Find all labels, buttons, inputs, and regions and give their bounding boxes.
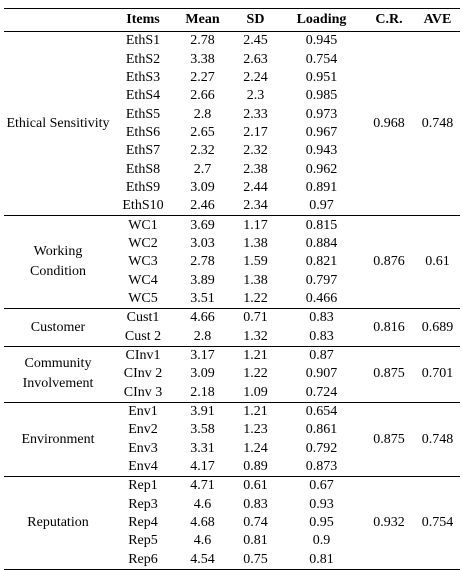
mean-cell: 2.8	[193, 328, 212, 344]
loading-cell: 0.907	[305, 366, 338, 382]
loading-cell: 0.83	[280, 309, 363, 328]
item-cell: EthS4	[125, 88, 161, 104]
mean-cell: 3.03	[190, 235, 215, 251]
header-sd: SD	[231, 9, 280, 32]
ave-cell: 0.701	[415, 346, 460, 402]
construct-cell-reputation: Reputation	[4, 477, 112, 570]
table-row	[4, 309, 460, 328]
loading-cell: 0.724	[305, 384, 338, 400]
loading-cell: 0.87	[280, 346, 363, 365]
sd-cell: 1.38	[243, 235, 268, 251]
cr-cell: 0.968	[363, 32, 415, 216]
sd-cell: 2.45	[243, 33, 268, 49]
mean-cell: 3.17	[174, 346, 231, 365]
item-cell: EthS9	[125, 179, 161, 195]
construct-cell-customer: Customer	[4, 309, 112, 347]
sd-cell: 1.32	[243, 328, 268, 344]
loading-cell: 0.754	[305, 51, 338, 67]
sd-cell: 2.32	[243, 143, 268, 159]
loading-cell: 0.891	[305, 179, 338, 195]
loading-cell: 0.943	[305, 143, 338, 159]
cr-cell: 0.875	[363, 402, 415, 476]
construct-cell-ethical-sensitivity: Ethical Sensitivity	[4, 32, 112, 216]
construct-cell-working-condition: Working Condition	[4, 216, 112, 309]
mean-cell: 4.54	[174, 551, 231, 570]
item-cell: WC5	[128, 290, 158, 306]
mean-cell: 3.89	[190, 272, 215, 288]
mean-cell: 4.66	[174, 309, 231, 328]
sd-cell: 0.71	[231, 309, 280, 328]
ave-cell: 0.748	[415, 32, 460, 216]
header-row	[4, 9, 460, 32]
loading-cell: 0.9	[312, 533, 331, 549]
loading-cell: 0.815	[280, 216, 363, 235]
sd-cell: 0.75	[231, 551, 280, 570]
item-cell: WC3	[128, 254, 158, 270]
sd-cell: 1.38	[243, 272, 268, 288]
loading-cell: 0.83	[309, 328, 334, 344]
mean-cell: 2.66	[190, 88, 215, 104]
loading-cell: 0.821	[305, 254, 338, 270]
cr-cell: 0.875	[363, 346, 415, 402]
mean-cell: 3.09	[190, 179, 215, 195]
sd-cell: 2.17	[243, 124, 268, 140]
loading-cell: 0.973	[305, 106, 338, 122]
ave-cell: 0.61	[415, 216, 460, 309]
mean-cell: 3.38	[190, 51, 215, 67]
sd-cell: 1.24	[243, 440, 268, 456]
item-cell: EthS8	[125, 161, 161, 177]
sd-cell: 0.89	[243, 459, 268, 475]
loading-cell: 0.951	[305, 69, 338, 85]
loading-cell: 0.81	[280, 551, 363, 570]
mean-cell: 4.17	[190, 459, 215, 475]
table-header	[4, 9, 460, 32]
ave-cell: 0.748	[415, 402, 460, 476]
sd-cell: 2.34	[243, 198, 268, 214]
loading-cell: 0.93	[309, 496, 334, 512]
item-cell: Rep5	[128, 533, 158, 549]
item-cell: EthS5	[125, 106, 161, 122]
table-row	[4, 346, 460, 365]
mean-cell: 2.65	[190, 124, 215, 140]
loading-cell: 0.466	[305, 290, 338, 306]
sd-cell: 1.21	[231, 346, 280, 365]
sd-cell: 2.24	[243, 69, 268, 85]
item-cell: Cust1	[112, 309, 174, 328]
sd-cell: 1.22	[243, 366, 268, 382]
loading-cell: 0.654	[280, 402, 363, 421]
item-cell: Env2	[128, 422, 158, 438]
item-cell: WC4	[128, 272, 158, 288]
header-items: Items	[112, 9, 174, 32]
measurement-model-table	[4, 8, 460, 570]
header-ave: AVE	[415, 9, 460, 32]
header-loading: Loading	[280, 9, 363, 32]
item-cell: Rep4	[128, 515, 158, 531]
sd-cell: 0.83	[243, 496, 268, 512]
mean-cell: 2.7	[193, 161, 212, 177]
table-row	[4, 32, 460, 51]
item-cell: EthS3	[125, 69, 161, 85]
loading-cell: 0.967	[305, 124, 338, 140]
sd-cell: 2.38	[243, 161, 268, 177]
loading-cell: 0.945	[305, 33, 338, 49]
sd-cell: 1.09	[243, 384, 268, 400]
loading-cell: 0.792	[305, 440, 338, 456]
loading-cell: 0.861	[305, 422, 338, 438]
table-row	[4, 402, 460, 421]
mean-cell: 3.09	[190, 366, 215, 382]
sd-cell: 2.63	[243, 51, 268, 67]
construct-cell-environment: Environment	[4, 402, 112, 476]
mean-cell: 3.69	[174, 216, 231, 235]
loading-cell: 0.95	[309, 515, 334, 531]
mean-cell: 4.71	[174, 477, 231, 496]
ave-cell: 0.754	[415, 477, 460, 570]
table-body	[4, 32, 460, 570]
mean-cell: 4.68	[190, 515, 215, 531]
loading-cell: 0.873	[305, 459, 338, 475]
sd-cell: 0.61	[231, 477, 280, 496]
mean-cell: 2.27	[190, 69, 215, 85]
item-cell: EthS6	[125, 124, 161, 140]
sd-cell: 1.21	[231, 402, 280, 421]
sd-cell: 2.44	[243, 179, 268, 195]
item-cell: WC2	[128, 235, 158, 251]
mean-cell: 2.46	[190, 198, 215, 214]
loading-cell: 0.97	[309, 198, 334, 214]
header-mean: Mean	[174, 9, 231, 32]
item-cell: WC1	[112, 216, 174, 235]
header-cr: C.R.	[363, 9, 415, 32]
item-cell: CInv1	[112, 346, 174, 365]
mean-cell: 4.6	[193, 496, 212, 512]
loading-cell: 0.985	[305, 88, 338, 104]
mean-cell: 2.8	[193, 106, 212, 122]
table-row	[4, 477, 460, 496]
mean-cell: 2.18	[190, 384, 215, 400]
item-cell: Env1	[112, 402, 174, 421]
mean-cell: 2.78	[190, 254, 215, 270]
item-cell: Rep1	[112, 477, 174, 496]
cr-cell: 0.932	[363, 477, 415, 570]
mean-cell: 3.51	[190, 290, 215, 306]
item-cell: Rep6	[112, 551, 174, 570]
mean-cell: 3.31	[190, 440, 215, 456]
item-cell: Rep3	[128, 496, 158, 512]
sd-cell: 0.74	[243, 515, 268, 531]
mean-cell: 3.91	[174, 402, 231, 421]
item-cell: Cust 2	[124, 328, 162, 344]
item-cell: EthS2	[125, 51, 161, 67]
mean-cell: 2.32	[190, 143, 215, 159]
header-construct	[4, 9, 112, 32]
sd-cell: 0.81	[243, 533, 268, 549]
item-cell: CInv 2	[123, 366, 163, 382]
sd-cell: 2.33	[243, 106, 268, 122]
mean-cell: 2.78	[190, 33, 215, 49]
item-cell: Env3	[128, 440, 158, 456]
item-cell: EthS1	[125, 33, 161, 49]
sd-cell: 1.23	[243, 422, 268, 438]
mean-cell: 4.6	[193, 533, 212, 549]
cr-cell: 0.816	[363, 309, 415, 347]
sd-cell: 1.22	[243, 290, 268, 306]
ave-cell: 0.689	[415, 309, 460, 347]
item-cell: CInv 3	[123, 384, 163, 400]
sd-cell: 1.17	[231, 216, 280, 235]
item-cell: EthS7	[125, 143, 161, 159]
sd-cell: 2.3	[246, 88, 265, 104]
loading-cell: 0.67	[280, 477, 363, 496]
item-cell: Env4	[128, 459, 158, 475]
loading-cell: 0.797	[305, 272, 338, 288]
loading-cell: 0.884	[305, 235, 338, 251]
cr-cell: 0.876	[363, 216, 415, 309]
loading-cell: 0.962	[305, 161, 338, 177]
item-cell: EthS10	[122, 198, 164, 214]
sd-cell: 1.59	[243, 254, 268, 270]
mean-cell: 3.58	[190, 422, 215, 438]
construct-cell-community-involvement: Community Involvement	[4, 346, 112, 402]
table-row	[4, 216, 460, 235]
